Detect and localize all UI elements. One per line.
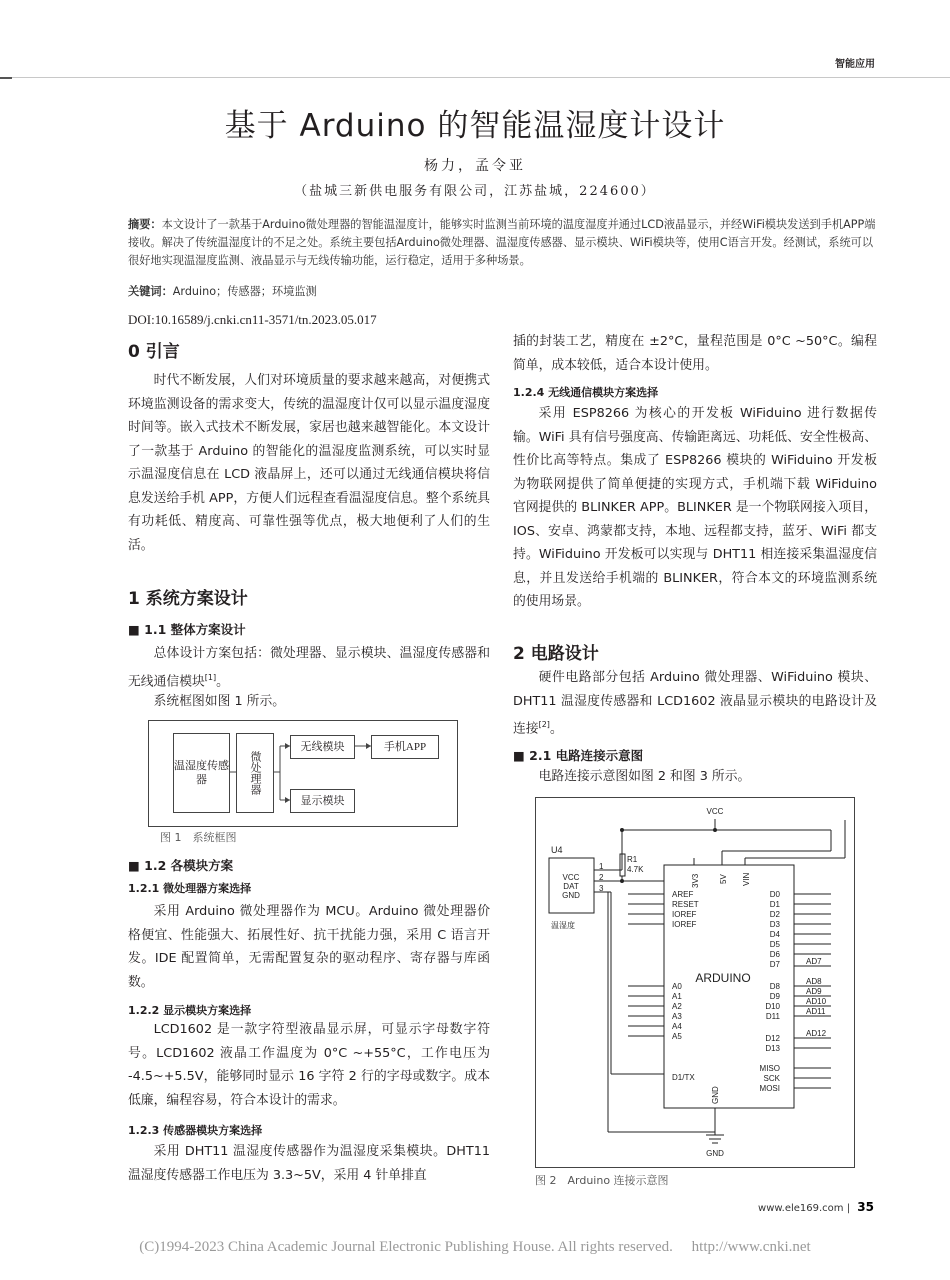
pin-5v: 5V [719, 874, 728, 884]
pin-d8: D8 [769, 982, 780, 991]
ad10-label: AD10 [806, 997, 827, 1006]
u4-pin-vcc: VCC [562, 873, 580, 882]
pin-ioref-1: IOREF [672, 910, 697, 919]
pin-3: 3 [599, 884, 604, 893]
sensor-block: 温湿度传感器 [173, 733, 230, 813]
pin-d10: D10 [765, 1002, 780, 1011]
section-1-2-4-title: 1.2.4 无线通信模块方案选择 [513, 386, 659, 399]
s2-text: 硬件电路部分包括 Arduino 微处理器、WiFiduino 模块、DHT11 温湿度传感器和 LCD1602 液晶显示模块的电路设计及连接 [513, 670, 877, 737]
pin-a3: A3 [672, 1012, 682, 1021]
doi: DOI:10.16589/j.cnki.cn11-3571/tn.2023.05.017 [128, 312, 377, 327]
footer-url[interactable]: www.ele169.com [758, 1203, 844, 1214]
pin-reset: RESET [672, 900, 699, 909]
abstract-label: 摘要： [128, 218, 162, 231]
pin-d5: D5 [769, 940, 780, 949]
affiliation: （盐城三新供电服务有限公司，江苏盐城，224600） [294, 184, 656, 199]
pin-1: 1 [599, 862, 604, 871]
pin-d1-tx: D1/TX [672, 1073, 695, 1082]
figure-2 [535, 797, 855, 1168]
pin-mosi: MOSI [759, 1084, 780, 1093]
article-title: 基于 Arduino 的智能温湿度计设计 [224, 108, 726, 144]
section-0-paragraph: 时代不断发展，人们对环境质量的要求越来越高，对便携式环境监测设备的需求变大，传统的温湿度计仅可以显示温度湿度时间等。嵌入式技术不断发展，家居也越来越智能化。本文设计了一款基于 Arduino 的智能化的温湿度监测系统，可以实时显示温湿度信息在 LCD 液晶屏上，还可以通过无线通信模块将信息发送给手机 APP，方便人们远程查看温湿度信息。整个系统具有功耗低、精度高、可靠性强等优点，极大地便利了人们的生活。 [128, 373, 490, 553]
ad8-label: AD8 [806, 977, 822, 986]
keywords-label: 关键词： [128, 285, 173, 298]
keywords-text: Arduino；传感器；环境监测 [172, 285, 317, 298]
abstract-text: 本文设计了一款基于Arduino微处理器的智能温湿度计，能够实时监测当前环境的温度湿度并通过LCD液晶显示，并经WiFi模块发送到手机APP端接收。解决了传统温湿度计的不足之处。系统主要包括Arduino微处理器、温湿度传感器、显示模块、WiFi模块等，使用C语言开发。经测试，系统可以很好地实现温湿度监测、液晶显示与无线传输功能，运行稳定，适用于多种场景。 [128, 218, 876, 267]
section-2-paragraph [513, 666, 877, 741]
s11-text-end: 。 [216, 673, 229, 689]
section-1-2-3-title: 1.2.3 传感器模块方案选择 [128, 1124, 263, 1137]
pin-d3: D3 [769, 920, 780, 929]
section-1-2-title: ■ 1.2 各模块方案 [128, 858, 234, 873]
pin-a4: A4 [672, 1022, 682, 1031]
phone-app-block: 手机APP [371, 735, 439, 759]
pin-3v3: 3V3 [691, 873, 700, 888]
r1-value: 4.7K [627, 865, 644, 874]
pin-d0: D0 [769, 890, 780, 899]
footer [758, 1200, 874, 1214]
ad11-label: AD11 [806, 1007, 826, 1016]
reference-1[interactable]: [1] [204, 672, 217, 682]
pin-d1: D1 [769, 900, 780, 909]
wireless-block: 无线模块 [290, 735, 355, 759]
section-tag: 智能应用 [835, 59, 875, 70]
keywords [128, 283, 878, 299]
reference-2[interactable]: [2] [538, 720, 550, 729]
pin-d7: D7 [769, 960, 780, 969]
pin-2: 2 [599, 873, 604, 882]
header-rule [0, 77, 950, 78]
section-1-2-1-title: 1.2.1 微处理器方案选择 [128, 882, 252, 895]
abstract [128, 216, 878, 270]
pin-d9: D9 [769, 992, 780, 1001]
section-1-2-1-paragraph: 采用 Arduino 微处理器作为 MCU。Arduino 微处理器价格便宜、性能强大、拓展性好、抗干扰能力强，采用 C 语言开发。IDE 配置简单，无需配置复杂的驱动程序、寄存器与库函数。 [128, 904, 490, 990]
section-1-2-3-paragraph: 采用 DHT11 温湿度传感器作为温湿度采集模块。DHT11 温湿度传感器工作电压为 3.3~5V，采用 4 针单排直 [128, 1144, 490, 1183]
pin-d12: D12 [765, 1034, 780, 1043]
s2-text-end: 。 [549, 721, 563, 737]
section-1-1-paragraph [128, 642, 490, 693]
section-1-2-3-continued: 插的封装工艺，精度在 ±2°C，量程范围是 0°C ~50°C。编程简单，成本较低，适合本设计使用。 [513, 334, 877, 373]
ad9-label: AD9 [806, 987, 822, 996]
pin-a0: A0 [672, 982, 682, 991]
figure-1 [148, 720, 458, 827]
page-number: 35 [857, 1200, 874, 1214]
section-0-title: 0 引言 [128, 342, 180, 362]
pin-a5: A5 [672, 1032, 682, 1041]
pin-vin: VIN [742, 872, 751, 886]
figure-1-caption: 图 1 系统框图 [160, 831, 237, 844]
pin-a1: A1 [672, 992, 682, 1001]
pin-d6: D6 [769, 950, 780, 959]
ad12-label: AD12 [806, 1029, 827, 1038]
mcu-block: 微处理器 [236, 733, 274, 813]
section-2-1-paragraph: 电路连接示意图如图 2 和图 3 所示。 [538, 769, 751, 784]
section-1-1-title: ■ 1.1 整体方案设计 [128, 622, 246, 637]
pin-aref: AREF [672, 890, 694, 899]
figure-2-caption: 图 2 Arduino 连接示意图 [535, 1174, 669, 1187]
section-1-2-2-paragraph: LCD1602 是一款字符型液晶显示屏，可显示字母数字符号。LCD1602 液晶工作温度为 0°C ~+55°C，工作电压为 -4.5~+5.5V，能够同时显示 16 字符 2 行的字母或数字。成本低廉，编程容易，符合本设计的需求。 [128, 1022, 490, 1108]
vcc-label: VCC [706, 807, 724, 816]
footer-separator: | [846, 1203, 851, 1214]
section-1-2-2-title: 1.2.2 显示模块方案选择 [128, 1004, 252, 1017]
copyright-line: (C)1994-2023 China Academic Journal Electronic Publishing House. All rights reserved. http://www.cnki.net [139, 1239, 811, 1255]
section-1-2-4-paragraph: 采用 ESP8266 为核心的开发板 WiFiduino 进行数据传输。WiFi 具有信号强度高、传输距离远、功耗低、安全性极高、性价比高等特点。集成了 ESP8266 模块的 WiFiduino 开发板为物联网提供了简单便捷的实现方式，手机端下载 WiFiduino 官网提供的 BLINKER APP。BLINKER 是一个物联网接入项目，IOS、安卓、鸿蒙都支持，本地、远程都支持，蓝牙、WiFi 都支持。WiFiduino 开发板可以实现与 DHT11 相连接采集温湿度信息，并且发送给手机端的 BLINKER，符合本文的环境监测系统的使用场景。 [513, 406, 877, 609]
u4-pin-dat: DAT [563, 882, 579, 891]
pin-a2: A2 [672, 1002, 682, 1011]
u4-label: U4 [551, 845, 563, 855]
sensor-label: 温湿度 [551, 921, 575, 930]
pin-d2: D2 [769, 910, 780, 919]
u4-pin-gnd: GND [562, 891, 580, 900]
gnd-label: GND [706, 1149, 724, 1158]
figure-1-reference: 系统框图如图 1 所示。 [153, 694, 286, 709]
ad7-label: AD7 [806, 957, 822, 966]
s11-text: 总体设计方案包括：微处理器、显示模块、温湿度传感器和无线通信模块 [128, 646, 490, 689]
pin-sck: SCK [763, 1074, 780, 1083]
pin-ioref-2: IOREF [672, 920, 697, 929]
display-block: 显示模块 [290, 789, 355, 813]
authors: 杨力，孟令亚 [424, 158, 526, 174]
arduino-chip-label: ARDUINO [695, 971, 751, 985]
pin-d4: D4 [769, 930, 780, 939]
section-2-1-title: ■ 2.1 电路连接示意图 [513, 748, 644, 763]
figure-2-schematic [536, 798, 854, 1167]
pin-d11: D11 [765, 1012, 780, 1021]
header-rule-tick [0, 77, 12, 79]
section-1-title: 1 系统方案设计 [128, 589, 248, 609]
pin-miso: MISO [759, 1064, 780, 1073]
r1-label: R1 [627, 855, 638, 864]
pin-d13: D13 [765, 1044, 780, 1053]
section-2-title: 2 电路设计 [513, 644, 599, 664]
chip-gnd-pin: GND [711, 1086, 720, 1104]
